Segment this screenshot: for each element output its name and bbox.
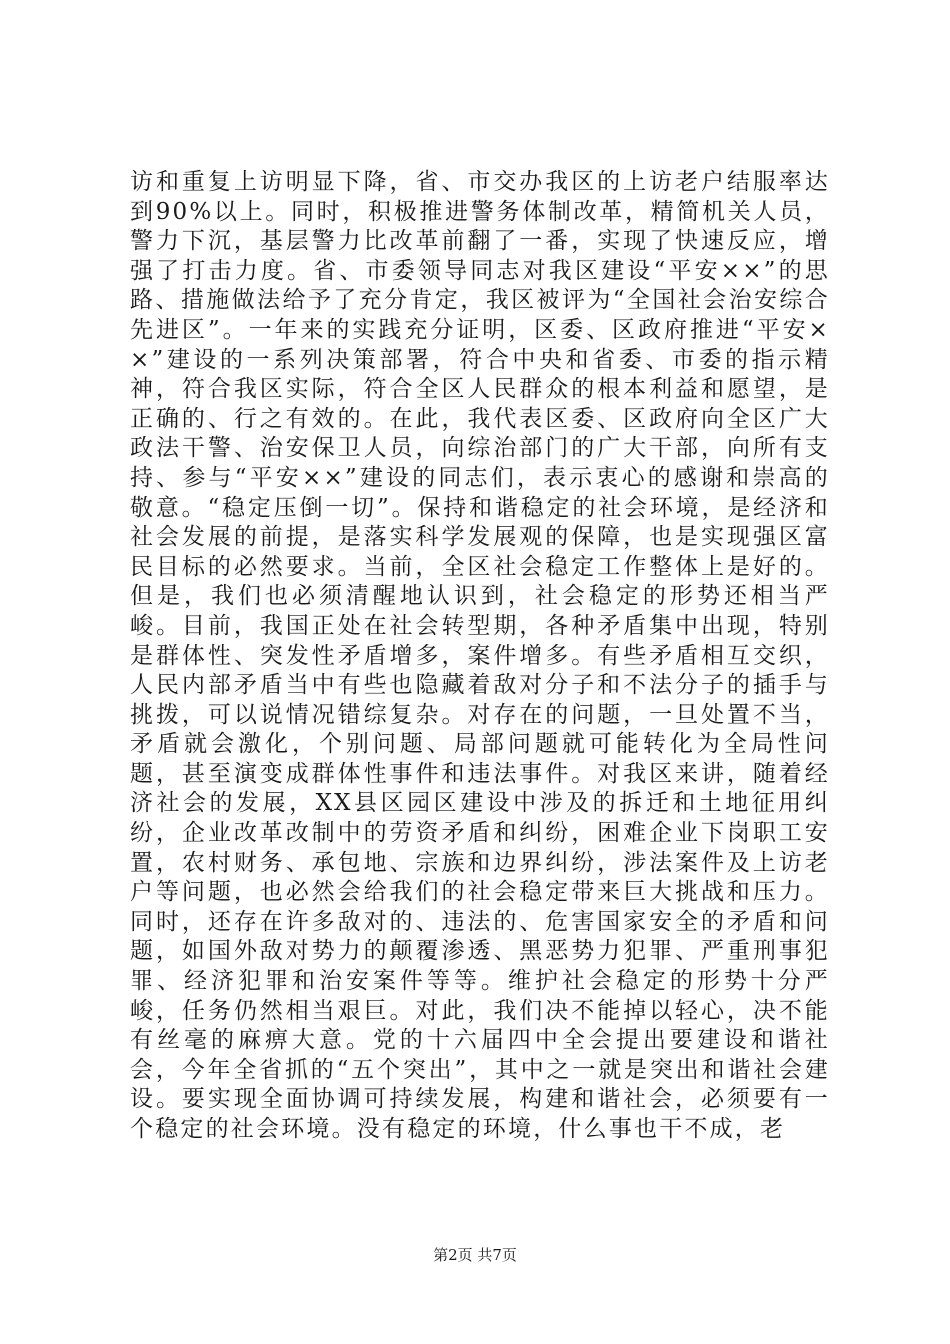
body-paragraph: 访和重复上访明显下降，省、市交办我区的上访老户结服率达到90%以上。同时，积极推进警务体制改革，精简机关人员，警力下沉，基层警力比改革前翻了一番，实现了快速反应，增强了打击力度。省、市委领导同志对我区建设“平安××”的思路、措施做法给予了充分肯定，我区被评为“全国社会治安综合先进区”。一年来的实践充分证明，区委、区政府推进“平安××”建设的一系列决策部署，符合中央和省委、市委的指示精神，符合我区实际，符合全区人民群众的根本利益和愿望，是正确的、行之有效的。在此，我代表区委、区政府向全区广大政法干警、治安保卫人员，向综治部门的广大干部，向所有支持、参与“平安××”建设的同志们，表示衷心的感谢和崇高的敬意。“稳定压倒一切”。保持和谐稳定的社会环境，是经济和社会发展的前提，是落实科学发展观的保障，也是实现强区富民目标的必然要求。当前，全区社会稳定工作整体上是好的。但是，我们也必须清醒地认识到，社会稳定的形势还相当严峻。目前，我国正处在社会转型期，各种矛盾集中出现，特别是群体性、突发性矛盾增多，案件增多。有些矛盾相互交织，人民内部矛盾当中有些也隐藏着敌对分子和不法分子的插手与挑拨，可以说情况错综复杂。对存在的问题，一旦处置不当，矛盾就会激化，个别问题、局部问题就可能转化为全局性问题，甚至演变成群体性事件和违法事件。对我区来讲，随着经济社会的发展，XX县区园区建设中涉及的拆迁和土地征用纠纷，企业改革改制中的劳资矛盾和纠纷，困难企业下岗职工安置，农村财务、承包地、宗族和边界纠纷，涉法案件及上访老户等问题，也必然会给我们的社会稳定带来巨大挑战和压力。同时，还存在许多敌对的、违法的、危害国家安全的矛盾和问题，如国外敌对势力的颠覆渗透、黑恶势力犯罪、严重刑事犯罪、经济犯罪和治安案件等等。维护社会稳定的形势十分严峻，任务仍然相当艰巨。对此，我们决不能掉以轻心，决不能有丝毫的麻痹大意。党的十六届四中全会提出要建设和谐社会，今年全省抓的“五个突出”，其中之一就是突出和谐社会建设。要实现全面协调可持续发展，构建和谐社会，必须要有一个稳定的社会环境。没有稳定的环境，什么事也干不成，老 <box>130 169 830 1142</box>
page-number-footer: 第2页 共7页 <box>433 1246 517 1264</box>
